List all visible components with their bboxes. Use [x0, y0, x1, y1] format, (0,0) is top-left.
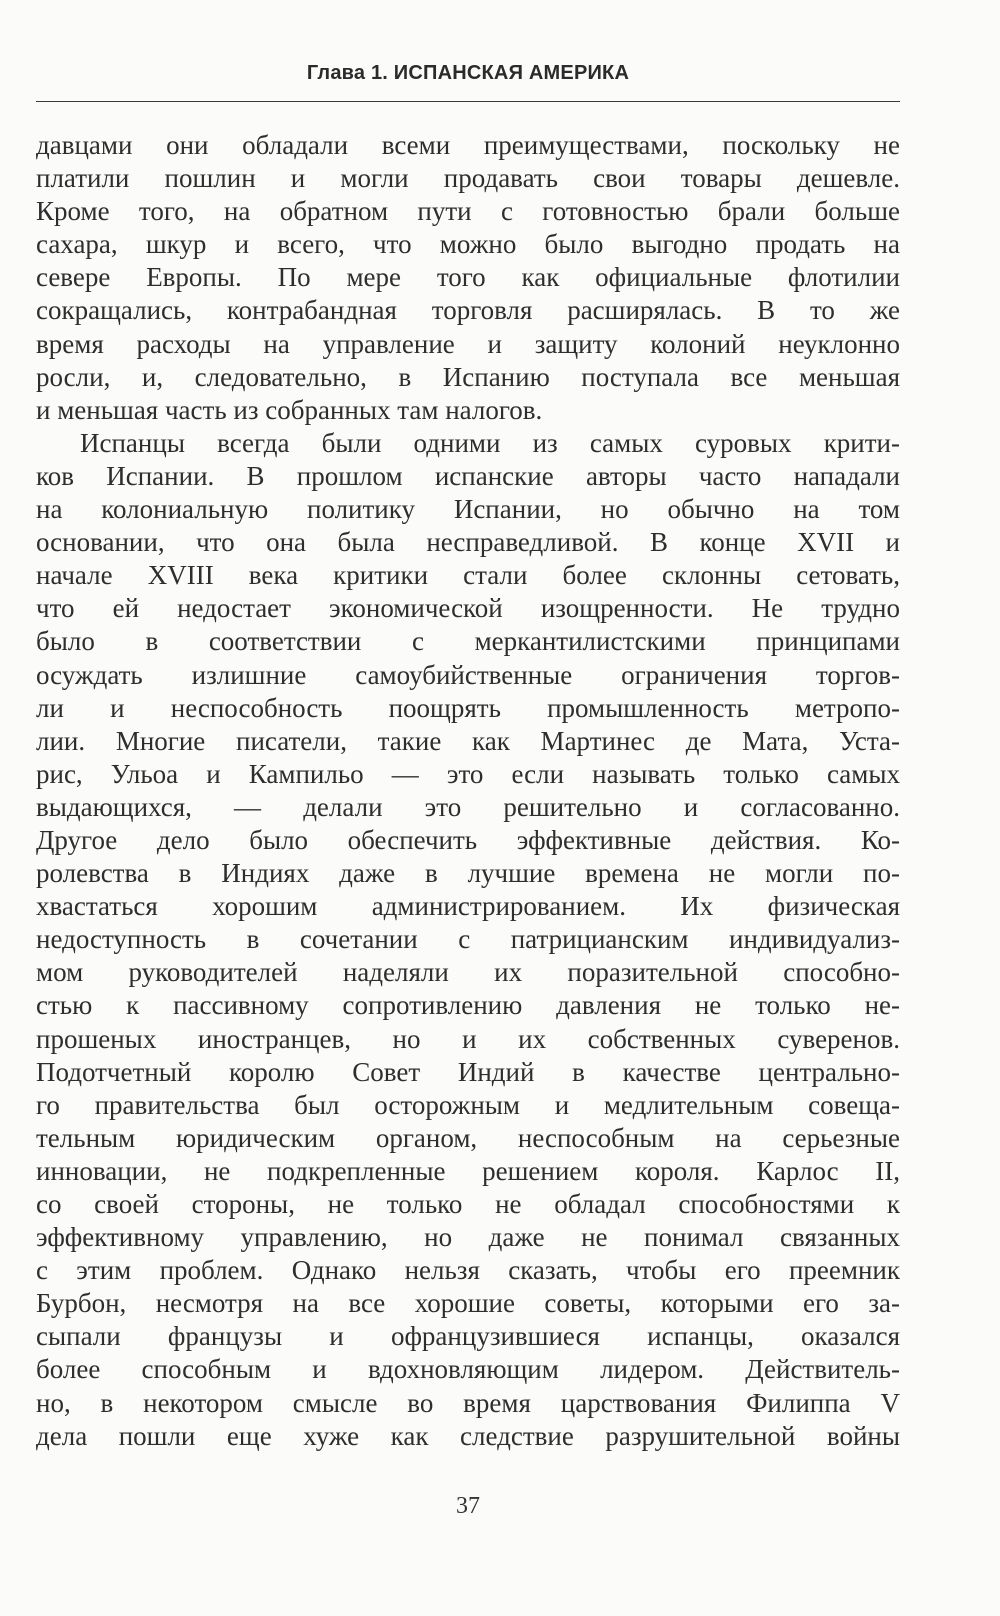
text-line: осуждать излишние самоубийственные ограничения торгов- — [36, 659, 900, 690]
text-line: прошеных иностранцев, но и их собственных суверенов. — [36, 1023, 900, 1054]
text-line: эффективному управлению, но даже не понимал связанных — [36, 1222, 900, 1253]
text-line: го правительства был осторожным и медлительным совеща- — [36, 1089, 900, 1120]
text-line: и меньшая часть из собранных там налогов. — [36, 394, 543, 425]
text-line: стью к пассивному сопротивлению давления не только не- — [36, 990, 900, 1021]
text-line: мом руководителей наделяли их поразительной способно- — [36, 957, 900, 988]
header-rule — [36, 101, 900, 102]
running-head: Глава 1. ИСПАНСКАЯ АМЕРИКА — [306, 62, 630, 84]
text-line: тельным юридическим органом, неспособным на серьезные — [36, 1122, 900, 1153]
text-line: более способным и вдохновляющим лидером. Действитель- — [36, 1354, 900, 1385]
text-line: что ей недостает экономической изощренности. Не трудно — [36, 593, 900, 624]
text-line: платили пошлин и могли продавать свои товары дешевле. — [36, 163, 900, 194]
page-number: 37 — [456, 1493, 480, 1519]
text-line: недоступность в сочетании с патрицианским индивидуализ- — [36, 924, 900, 955]
text-line: было в соответствии с меркантилистскими принципами — [36, 626, 900, 657]
text-line: давцами они обладали всеми преимуществами, поскольку не — [36, 130, 900, 160]
text-line: лии. Многие писатели, такие как Мартинес де Мата, Уста- — [36, 725, 900, 756]
text-line: сахара, шкур и всего, что можно было выгодно продать на — [36, 229, 900, 260]
text-line: ков Испании. В прошлом испанские авторы часто нападали — [36, 460, 900, 491]
text-line: ролевства в Индиях даже в лучшие времена не могли по- — [36, 858, 900, 889]
text-line: Испанцы всегда были одними из самых суровых крити- — [80, 427, 900, 458]
paragraph-2 — [36, 427, 900, 1453]
text-line: дела пошли еще хуже как следствие разрушительной войны — [36, 1420, 900, 1451]
text-line: росли, и, следовательно, в Испанию поступала все меньшая — [36, 361, 900, 392]
text-line: с этим проблем. Однако нельзя сказать, чтобы его преемник — [36, 1255, 900, 1286]
text-line: но, в некотором смысле во время царствования Филиппа V — [36, 1387, 900, 1418]
text-line: ли и неспособность поощрять промышленность метропо- — [36, 692, 900, 723]
text-line: время расходы на управление и защиту колоний неуклонно — [36, 328, 900, 359]
body-text — [36, 129, 900, 1453]
text-line: Кроме того, на обратном пути с готовностью брали больше — [36, 196, 900, 227]
text-line: хвастаться хорошим администрированием. Их физическая — [36, 891, 900, 922]
text-line: Подотчетный королю Совет Индий в качестве центрально- — [36, 1056, 900, 1087]
text-line: рис, Ульоа и Кампильо — это если называть только самых — [36, 758, 900, 789]
text-line: выдающихся, — делали это решительно и согласованно. — [36, 791, 900, 822]
text-line: севере Европы. По мере того как официальные флотилии — [36, 262, 900, 293]
text-line: Бурбон, несмотря на все хорошие советы, которыми его за- — [36, 1288, 900, 1319]
text-line: сыпали французы и офранцузившиеся испанцы, оказался — [36, 1321, 900, 1352]
text-line: со своей стороны, не только не обладал способностями к — [36, 1189, 900, 1219]
text-line: сокращались, контрабандная торговля расширялась. В то же — [36, 295, 900, 326]
text-line: Другое дело было обеспечить эффективные действия. Ко- — [36, 824, 900, 855]
text-line: инновации, не подкрепленные решением короля. Карлос II, — [36, 1155, 900, 1186]
text-line: основании, что она была несправедливой. В конце XVII и — [36, 527, 900, 558]
text-line: на колониальную политику Испании, но обычно на том — [36, 494, 900, 525]
text-line: начале XVIII века критики стали более склонны сетовать, — [36, 560, 900, 591]
paragraph-1 — [36, 129, 900, 427]
